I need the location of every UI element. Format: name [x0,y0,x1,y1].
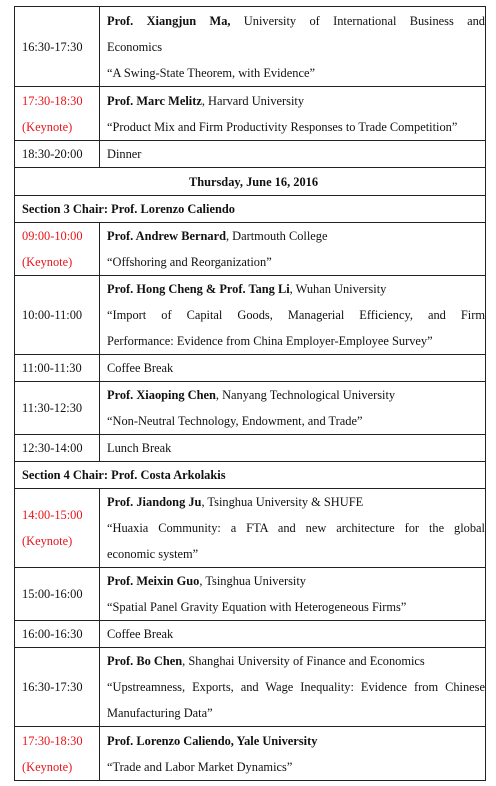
section-chair: Section 3 Chair: Prof. Lorenzo Caliendo [15,196,486,223]
talk-title: “Offshoring and Reorganization” [107,255,272,269]
time-cell [15,223,100,276]
time-cell: 10:00-11:00 [15,276,100,355]
speaker-name: Prof. Marc Melitz [107,93,202,108]
time-cell: 11:00-11:30 [15,355,100,382]
time-range: 09:00-10:00 [22,229,83,243]
affiliation: Economics [107,39,163,54]
speaker-name: Prof. Lorenzo Caliendo, Yale University [107,733,318,748]
time-cell: 11:30-12:30 [15,382,100,435]
speaker-line [107,276,485,302]
session-cell: Coffee Break [100,355,486,382]
session-cell [100,648,486,727]
speaker-line [107,223,485,249]
time-cell: 16:30-17:30 [15,648,100,727]
session-cell: Dinner [100,141,486,168]
affiliation: University of International Business and [230,13,485,28]
speaker-name: Prof. Xiangjun Ma, [107,13,231,28]
affiliation: , Nanyang Technological University [215,388,396,402]
talk-title: “Huaxia Community: a FTA and new architecture for the global [107,521,485,535]
table-row [15,141,486,168]
session-cell [100,568,486,621]
time-cell: 18:30-20:00 [15,141,100,168]
session-cell [100,727,486,781]
table-row [15,7,486,87]
table-row [15,355,486,382]
affiliation: , Dartmouth College [225,229,328,243]
session-cell: Coffee Break [100,621,486,648]
time-cell [15,87,100,141]
table-row [15,648,486,727]
speaker-line [107,648,485,674]
table-row [15,382,486,435]
day-header: Thursday, June 16, 2016 [15,168,486,196]
time-range: 14:00-15:00 [22,508,83,522]
table-row [15,435,486,462]
table-row [15,276,486,355]
time-cell [15,489,100,568]
speaker-line [107,88,485,114]
speaker-name: Prof. Hong Cheng & Prof. Tang Li [107,282,290,296]
time-cell: 12:30-14:00 [15,435,100,462]
talk-title: “Trade and Labor Market Dynamics” [107,759,293,774]
session-cell [100,489,486,568]
speaker-name: Prof. Meixin Guo [107,574,200,588]
time-cell: 15:00-16:00 [15,568,100,621]
table-row [15,489,486,568]
affiliation: , Harvard University [201,93,305,108]
time-cell [15,727,100,781]
talk-title: “Upstreamness, Exports, and Wage Inequality: Evidence from Chinese [107,680,485,694]
talk-title: “Spatial Panel Gravity Equation with Heterogeneous Firms” [107,600,407,614]
affiliation: , Tsinghua University & SHUFE [201,495,364,509]
talk-title-cont: economic system” [107,547,199,561]
section-chair-row [15,462,486,489]
affiliation: , Shanghai University of Finance and Economics [182,654,425,668]
session-cell [100,7,486,87]
table-row [15,568,486,621]
speaker-line [107,382,485,408]
speaker-line [107,568,485,594]
keynote-label: (Keynote) [22,255,73,269]
session-cell [100,382,486,435]
affiliation: , Wuhan University [289,282,387,296]
speaker-line [107,8,485,34]
speaker-name: Prof. Andrew Bernard [107,229,226,243]
section-chair: Section 4 Chair: Prof. Costa Arkolakis [15,462,486,489]
session-cell [100,223,486,276]
time-cell: 16:30-17:30 [15,7,100,87]
table-row [15,621,486,648]
keynote-label: (Keynote) [22,119,73,134]
session-cell [100,276,486,355]
talk-title: “Product Mix and Firm Productivity Responses to Trade Competition” [107,119,458,134]
schedule-table [14,6,486,781]
talk-title: “Import of Capital Goods, Managerial Efficiency, and Firm [107,308,485,322]
time-cell: 16:00-16:30 [15,621,100,648]
time-range: 17:30-18:30 [22,93,83,108]
table-row [15,87,486,141]
speaker-name: Prof. Xiaoping Chen [107,388,216,402]
affiliation: , Tsinghua University [199,574,306,588]
speaker-line [107,489,485,515]
day-header-row [15,168,486,196]
session-cell [100,87,486,141]
time-range: 17:30-18:30 [22,733,83,748]
keynote-label: (Keynote) [22,534,73,548]
session-cell: Lunch Break [100,435,486,462]
talk-title-cont: Performance: Evidence from China Employer-Employee Survey” [107,334,433,348]
talk-title: “A Swing-State Theorem, with Evidence” [107,65,315,80]
speaker-name: Prof. Jiandong Ju [107,495,202,509]
speaker-name: Prof. Bo Chen [107,654,183,668]
table-row [15,223,486,276]
section-chair-row [15,196,486,223]
talk-title: “Non-Neutral Technology, Endowment, and Trade” [107,414,363,428]
talk-title-cont: Manufacturing Data” [107,706,213,720]
keynote-label: (Keynote) [22,759,73,774]
table-row [15,727,486,781]
